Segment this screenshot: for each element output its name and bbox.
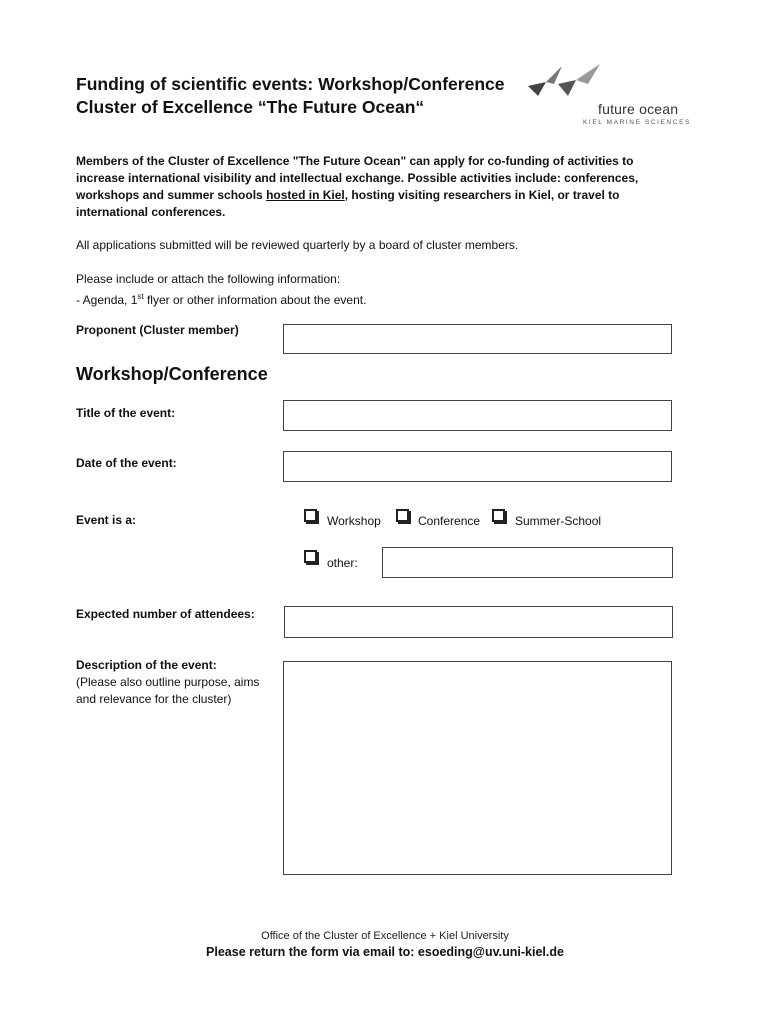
logo-name: future ocean	[598, 101, 679, 117]
form-title	[76, 73, 504, 119]
footer-office: Office of the Cluster of Excellence + Kiel University	[261, 930, 509, 942]
other-field[interactable]	[382, 547, 673, 578]
event-type-label: Event is a:	[76, 513, 137, 527]
attendees-label: Expected number of attendees:	[76, 607, 255, 621]
title-line-2: Cluster of Excellence “The Future Ocean“	[76, 97, 425, 117]
footer-return-note: Please return the form via email to: esoeding@uv.uni-kiel.de	[206, 945, 564, 959]
logo-subtitle: KIEL MARINE SCIENCES	[583, 119, 691, 126]
event-date-label: Date of the event:	[76, 456, 177, 470]
attendees-field[interactable]	[284, 606, 673, 638]
intro-text-2: , hosting visiting researchers in Kiel, or travel to international conferences.	[76, 188, 620, 219]
other-option-label: other:	[327, 556, 358, 570]
description-field[interactable]	[283, 661, 672, 875]
event-title-field[interactable]	[283, 400, 672, 431]
description-label: Description of the event:	[76, 658, 217, 672]
summer-school-option-label: Summer-School	[515, 514, 602, 528]
include-line-1: Please include or attach the following information:	[76, 272, 341, 286]
workshop-checkbox[interactable]	[304, 509, 317, 522]
other-checkbox[interactable]	[304, 550, 317, 563]
description-hint-2: and relevance for the cluster)	[76, 692, 232, 706]
conference-checkbox[interactable]	[396, 509, 409, 522]
title-line-1: Funding of scientific events: Workshop/Conference	[76, 74, 505, 94]
proponent-field[interactable]	[283, 324, 672, 354]
conference-option-label: Conference	[418, 514, 481, 528]
description-hint-1: (Please also outline purpose, aims	[76, 675, 260, 689]
review-note: All applications submitted will be reviewed quarterly by a board of cluster members.	[76, 238, 519, 252]
section-heading: Workshop/Conference	[76, 364, 268, 384]
include-line-2: - Agenda, 1st flyer or other information about the event.	[76, 292, 367, 307]
summer-school-checkbox[interactable]	[492, 509, 505, 522]
include-instructions	[76, 271, 676, 309]
intro-paragraph	[76, 153, 676, 221]
event-title-label: Title of the event:	[76, 406, 176, 420]
event-date-field[interactable]	[283, 451, 672, 482]
intro-underlined: hosted in Kiel	[266, 188, 345, 202]
workshop-option-label: Workshop	[327, 514, 381, 528]
proponent-label: Proponent (Cluster member)	[76, 323, 239, 337]
description-label-block	[76, 657, 259, 708]
intro-text-1: Members of the Cluster of Excellence "The Future Ocean" can apply for co-funding of activities to increase international visibility and intellectual exchange. Possible activities include: conferences, workshops and summer schools	[76, 154, 639, 202]
